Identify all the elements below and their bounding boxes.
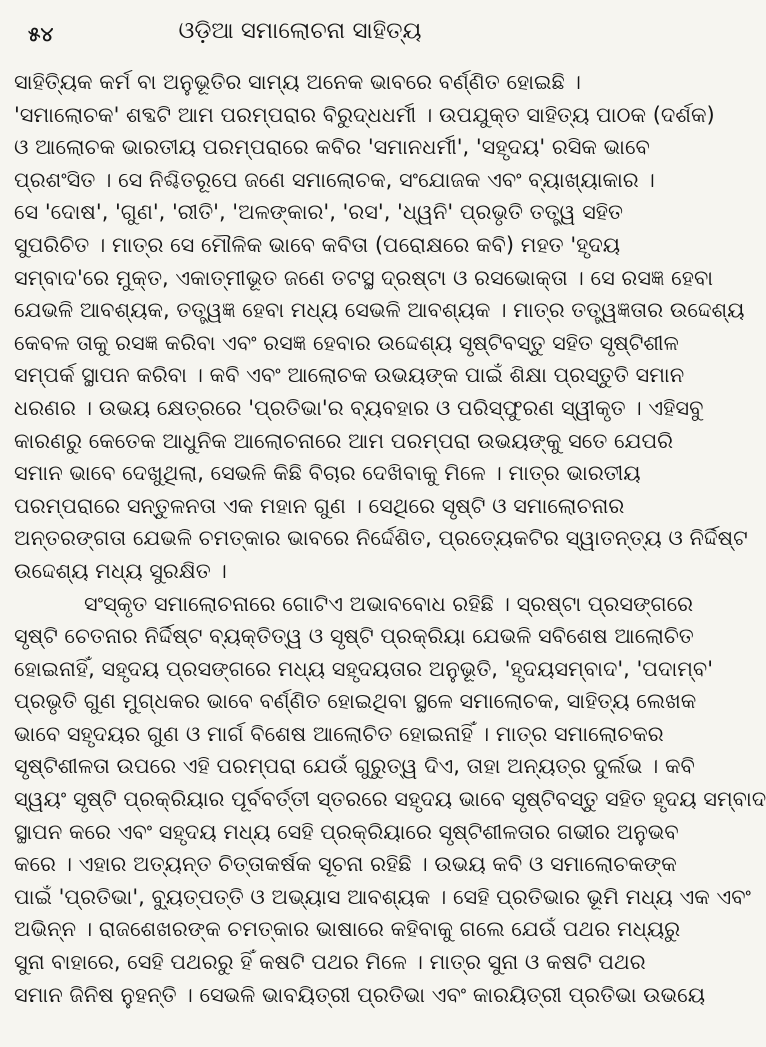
text-line: ସୃଷ୍ଟି ଚେତନାର ନିର୍ଦ୍ଦିଷ୍ଟ ବ୍ୟକ୍ତିତ୍ୱ ଓ ସୃଷ୍ଟି ପ୍ରକ୍ରିୟା ଯେଭଳି ସବିଶେଷ ଆଲୋଚିତ [14, 624, 694, 649]
text-line: ଧରଣର । ଉଭୟ କ୍ଷେତ୍ରରେ 'ପ୍ରତିଭା'ର ବ୍ୟବହାର ଓ ପରିସ୍ଫୁରଣ ସ୍ୱୀକୃତ । ଏହିସବୁ [14, 395, 704, 420]
paragraph-1 [14, 66, 748, 588]
text-line: ସଂସ୍କୃତ ସମାଲୋଚନାରେ ଗୋଟିଏ ଅଭାବବୋଧ ରହିଛି । ସ୍ରଷ୍ଟା ପ୍ରସଙ୍ଗରେ [84, 591, 694, 616]
text-line: ସୁପରିଚିତ । ମାତ୍ର ସେ ମୌଳିକ ଭାବେ କବିତା (ପରୋକ୍ଷରେ କବି) ମହତ 'ହୃଦୟ [14, 232, 621, 257]
page-header [14, 0, 586, 58]
text-line: ସ୍ୱୟଂ ସୃଷ୍ଟି ପ୍ରକ୍ରିୟାର ପୂର୍ବବର୍ତ୍ତୀ ସ୍ତରରେ ସହୃଦୟ ଭାବେ ସୃଷ୍ଟିବସ୍ତୁ ସହିତ ହୃଦୟ ସମ୍ବାଦ [14, 787, 766, 812]
text-line: ଓ ଆଲୋଚକ ଭାରତୀୟ ପରମ୍ପରାରେ କବିର 'ସମାନଧର୍ମୀ', 'ସହୃଦୟ' ରସିକ ଭାବେ [14, 135, 650, 160]
text-line: ଭାବେ ସହୃଦୟର ଗୁଣ ଓ ମାର୍ଗ ବିଶେଷ ଆଲୋଚିତ ହୋଇନାହିଁ । ମାତ୍ର ସମାଲୋଚକର [14, 721, 664, 746]
text-line: ସେ 'ଦୋଷ', 'ଗୁଣ', 'ରୀତି', 'ଅଳଙ୍କାର', 'ରସ', 'ଧ୍ୱନି' ପ୍ରଭୃତି ତତ୍ତ୍ୱ ସହିତ [14, 200, 623, 225]
text-line: ସମ୍ବାଦ'ରେ ମୁକ୍ତ, ଏକାତ୍ମୀଭୂତ ଜଣେ ତଟସ୍ଥ ଦ୍ରଷ୍ଟା ଓ ରସଭୋକ୍ତା । ସେ ରସଜ୍ଞ ହେବା [14, 265, 714, 290]
running-title: ଓଡ଼ିଆ ସମାଲୋଚନା ସାହିତ୍ୟ [178, 18, 422, 44]
text-line: ସାହିତ୍ୟିକ କର୍ମ ବା ଅନୁଭୂତିର ସାମ୍ୟ ଅନେକ ଭାବରେ ବର୍ଣ୍ଣିତ ହୋଇଛି । [14, 70, 581, 94]
text-line: ସମାନ ଭାବେ ଦେଖୁଥିଲା, ସେଭଳି କିଛି ବିଚାର ଦେଖିବାକୁ ମିଳେ । ମାତ୍ର ଭାରତୀୟ [14, 461, 641, 486]
text-line: କେବଳ ତାକୁ ରସଜ୍ଞ କରିବା ଏବଂ ରସଜ୍ଞ ହେବାର ଉଦ୍ଦେଶ୍ୟ ସୃଷ୍ଟିବସ୍ତୁ ସହିତ ସୃଷ୍ଟିଶୀଳ [14, 330, 679, 355]
paragraph-2 [14, 588, 766, 1012]
text-line: ସମ୍ପର୍କ ସ୍ଥାପନ କରିବା । କବି ଏବଂ ଆଲୋଚକ ଉଭୟଙ୍କ ପାଇଁ ଶିକ୍ଷା ପ୍ରସ୍ତୁତି ସମାନ [14, 363, 685, 388]
text-line: ପ୍ରଶଂସିତ । ସେ ନିଶ୍ଚିତରୂପେ ଜଣେ ସମାଲୋଚକ, ସଂଯୋଜକ ଏବଂ ବ୍ୟାଖ୍ୟାକାର । [14, 167, 655, 192]
page-number: ୫୪ [28, 22, 54, 46]
text-line: ଉଦ୍ଦେଶ୍ୟ ମଧ୍ୟ ସୁରକ୍ଷିତ । [14, 558, 227, 583]
text-line: ସୃଷ୍ଟିଶୀଳତା ଉପରେ ଏହି ପରମ୍ପରା ଯେଉଁ ଗୁରୁତ୍ୱ ଦିଏ, ତାହା ଅନ୍ୟତ୍ର ଦୁର୍ଲଭ । କବି [14, 754, 695, 779]
text-line: ସମାନ ଜିନିଷ ନୁହନ୍ତି । ସେଭଳି ଭାବୟିତ୍ରୀ ପ୍ରତିଭା ଏବଂ କାରୟିତ୍ରୀ ପ୍ରତିଭା ଉଭୟେ [14, 982, 706, 1007]
text-line: 'ସମାଲୋଚକ' ଶବ୍ଦଟି ଆମ ପରମ୍ପରାର ବିରୁଦ୍ଧଧର୍ମୀ । ଉପଯୁକ୍ତ ସାହିତ୍ୟ ପାଠକ (ଦର୍ଶକ) [14, 102, 715, 127]
text-line: କାରଣରୁ କେତେକ ଆଧୁନିକ ଆଲୋଚନାରେ ଆମ ପରମ୍ପରା ଉଭୟଙ୍କୁ ସତେ ଯେପରି [14, 428, 674, 453]
text-line: ପ୍ରଭୃତି ଗୁଣ ମୁଗ୍ଧକର ଭାବେ ବର୍ଣ୍ଣିତ ହୋଇଥିବା ସ୍ଥଳେ ସମାଲୋଚକ, ସାହିତ୍ୟ ଲେଖକ [14, 689, 697, 714]
text-line: ଅନ୍ତରଙ୍ଗତା ଯେଭଳି ଚମତ୍କାର ଭାବରେ ନିର୍ଦ୍ଦେଶିତ, ପ୍ରତ୍ୟେକଟିର ସ୍ୱାତନ୍ତ୍ୟ ଓ ନିର୍ଦ୍ଦିଷ୍ଟ [14, 526, 748, 551]
text-line: କରେ । ଏହାର ଅତ୍ୟନ୍ତ ଚିତ୍ତାକର୍ଷକ ସୂଚନା ରହିଛି । ଉଭୟ କବି ଓ ସମାଲୋଚକଙ୍କ [14, 852, 677, 877]
text-line: ଅଭିନ୍ନ । ରାଜଶେଖରଙ୍କ ଚମତ୍କାର ଭାଷାରେ କହିବାକୁ ଗଲେ ଯେଉଁ ପଥର ମଧ୍ୟରୁ [14, 917, 681, 942]
text-line: ପରମ୍ପରାରେ ସନ୍ତୁଳନତା ଏକ ମହାନ ଗୁଣ । ସେଥିରେ ସୃଷ୍ଟି ଓ ସମାଲୋଚନାର [14, 493, 625, 518]
text-line: ପାଇଁ 'ପ୍ରତିଭା', ବ୍ୟୁତ୍ପତ୍ତି ଓ ଅଭ୍ୟାସ ଆବଶ୍ୟକ । ସେହି ପ୍ରତିଭାର ଭୂମି ମଧ୍ୟ ଏକ ଏବଂ [14, 884, 751, 909]
text-line: ଯେଭଳି ଆବଶ୍ୟକ, ତତ୍ତ୍ୱଜ୍ଞ ହେବା ମଧ୍ୟ ସେଭଳି ଆବଶ୍ୟକ । ମାତ୍ର ତତ୍ତ୍ୱଜ୍ଞତାର ଉଦ୍ଦେଶ୍ୟ [14, 298, 745, 323]
text-line: ସ୍ଥାପନ କରେ ଏବଂ ସହୃଦୟ ମଧ୍ୟ ସେହି ପ୍ରକ୍ରିୟାରେ ସୃଷ୍ଟିଶୀଳତାର ଗଭୀର ଅନୁଭବ [14, 819, 679, 844]
text-line: ସୁନା ବାହାରେ, ସେହି ପଥରରୁ ହିଁ କଷଟି ପଥର ମିଳେ । ମାତ୍ର ସୁନା ଓ କଷଟି ପଥର [14, 950, 646, 975]
text-line: ହୋଇନାହିଁ, ସହୃଦୟ ପ୍ରସଙ୍ଗରେ ମଧ୍ୟ ସହୃଦୟତାର ଅନୁଭୂତି, 'ହୃଦୟସମ୍ବାଦ', 'ପଦାମ୍ବ' [14, 656, 714, 681]
